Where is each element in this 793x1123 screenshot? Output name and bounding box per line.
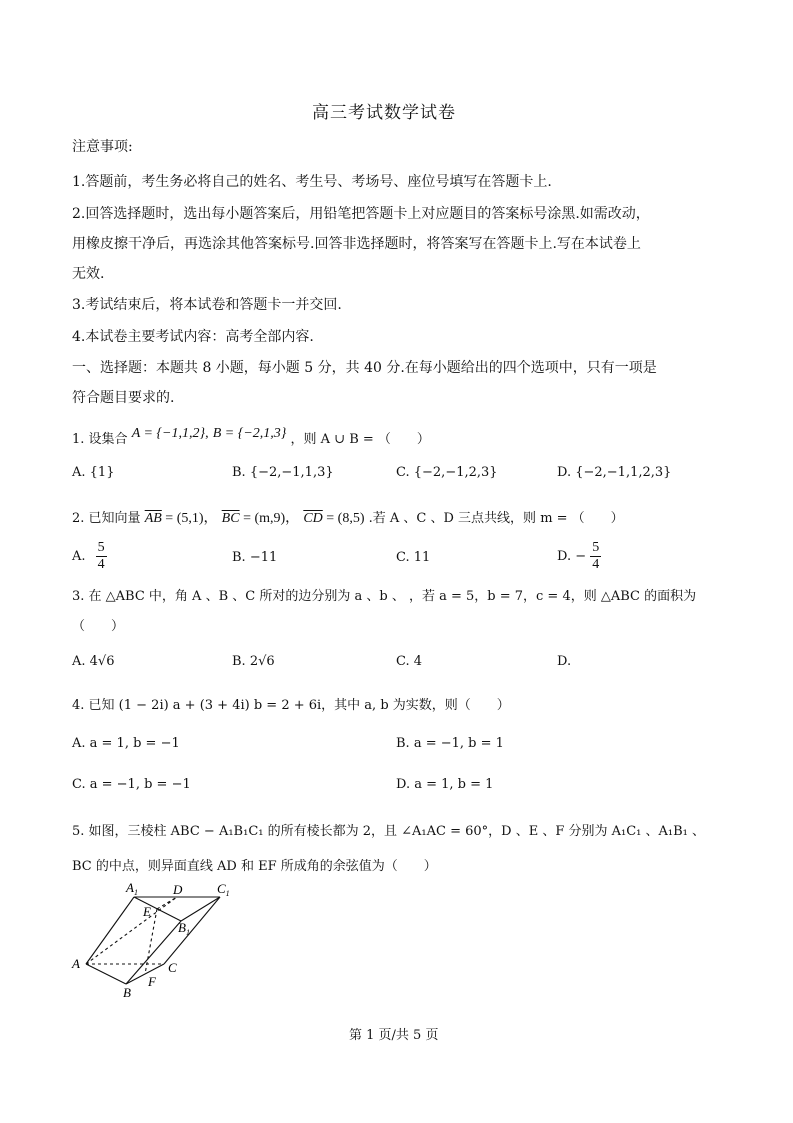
- vector-bc-value: = (m,9)，: [239, 511, 300, 526]
- label-a1: $A_1$: [126, 880, 138, 897]
- q3-option-a: A. 4√6: [72, 654, 115, 669]
- q4-option-d: D. a = 1, b = 1: [396, 777, 494, 792]
- q1-option-d: D. {−2,−1,1,2,3}: [557, 465, 672, 480]
- question-1: [72, 428, 430, 448]
- page-footer: 第 1 页/共 5 页: [349, 1028, 439, 1043]
- section-1-line-2: 符合题目要求的.: [72, 390, 175, 406]
- label-f: F: [148, 974, 156, 989]
- notice-item-4: 4.本试卷主要考试内容：高考全部内容.: [72, 329, 314, 345]
- edge-a-a1: [86, 897, 134, 964]
- label-c: C: [168, 960, 177, 975]
- notice-item-2-line-1: 2.回答选择题时，选出每小题答案后，用铅笔把答题卡上对应题目的答案标号涂黑.如需改动，: [72, 206, 650, 222]
- fraction: [96, 540, 107, 573]
- segment-ad: [86, 897, 177, 964]
- q4-option-c: C. a = −1, b = −1: [72, 777, 191, 792]
- question-5-line-1: 5. 如图，三棱柱 ABC − A₁B₁C₁ 的所有棱长都为 2，且 ∠A₁AC = 60°，D 、E 、F 分别为 A₁C₁ 、A₁B₁ 、: [72, 824, 706, 839]
- label-c1: $C_1$: [217, 881, 230, 898]
- set-b: B = {−2,1,3}: [212, 426, 287, 441]
- prism-figure: [66, 880, 246, 1000]
- q2-option-a-label: A.: [72, 549, 86, 564]
- fraction-numerator: 5: [592, 540, 600, 555]
- set-separator: ,: [205, 426, 209, 441]
- notice-item-2-line-2: 用橡皮擦干净后，再选涂其他答案标号.回答非选择题时，将答案写在答题卡上.写在本试卷上: [72, 236, 641, 252]
- segment-ed: [157, 897, 177, 909]
- question-3-line-2: （ ）: [72, 619, 125, 634]
- edge-b1-c1: [181, 897, 220, 921]
- q2-option-d-label: D. −: [557, 549, 587, 564]
- q4-option-a: A. a = 1, b = −1: [72, 736, 180, 751]
- q2-option-b: B. −11: [232, 550, 278, 565]
- q1-option-b: B. {−2,−1,1,3}: [232, 465, 334, 480]
- question-2-suffix: .若 A 、C 、D 三点共线，则 m = （ ）: [368, 511, 624, 526]
- q3-option-d: D.: [557, 654, 572, 669]
- question-2-prefix: 2. 已知向量: [72, 511, 141, 526]
- page-title: 高三考试数学试卷: [312, 103, 456, 123]
- q2-option-c: C. 11: [396, 550, 431, 565]
- vector-bc: $\overline{BC}$: [221, 511, 240, 526]
- question-5-line-2: BC 的中点，则异面直线 AD 和 EF 所成角的余弦值为（ ）: [72, 859, 437, 874]
- vector-ab-value: = (5,1)，: [161, 511, 218, 526]
- question-1-suffix: ，则 A ∪ B = （ ）: [290, 432, 430, 447]
- label-d: D: [173, 882, 183, 897]
- notice-item-2-line-3: 无效.: [72, 266, 105, 282]
- q4-option-b: B. a = −1, b = 1: [396, 736, 504, 751]
- q1-option-c: C. {−2,−1,2,3}: [396, 465, 498, 480]
- question-4: 4. 已知 (1 − 2i) a + (3 + 4i) b = 2 + 6i，其中 a, b 为实数，则（ ）: [72, 698, 510, 713]
- fraction-denominator: 4: [592, 557, 600, 572]
- vector-cd-value: = (8,5): [322, 511, 365, 526]
- question-1-prefix: 1. 设集合: [72, 432, 128, 447]
- notice-item-3: 3.考试结束后，将本试卷和答题卡一并交回.: [72, 297, 342, 313]
- q2-option-d: [557, 540, 601, 573]
- vector-ab: $\overline{AB}$: [144, 511, 162, 526]
- section-1-line-1: 一、选择题：本题共 8 小题，每小题 5 分，共 40 分.在每小题给出的四个选项中，只有一项是: [72, 360, 657, 376]
- fraction-numerator: 5: [97, 540, 105, 555]
- fraction-denominator: 4: [97, 557, 105, 572]
- label-b1: $B_1$: [178, 920, 190, 937]
- label-e: E: [143, 904, 151, 919]
- edge-a-b: [86, 964, 126, 984]
- question-2: [72, 507, 624, 527]
- notice-item-1: 1.答题前，考生务必将自己的姓名、考生号、考场号、座位号填写在答题卡上.: [72, 174, 552, 190]
- q2-option-a: [72, 540, 107, 573]
- label-b: B: [123, 985, 131, 1000]
- vector-cd: $\overline{CD}$: [303, 511, 323, 526]
- label-a: A: [72, 956, 80, 971]
- notice-heading: 注意事项:: [72, 139, 133, 155]
- q3-option-c: C. 4: [396, 654, 423, 669]
- set-a: A = {−1,1,2}: [131, 426, 206, 441]
- fraction: [590, 540, 601, 573]
- q1-option-a: A. {1}: [72, 465, 115, 480]
- question-3: 3. 在 △ABC 中，角 A 、B 、C 所对的边分别为 a 、b 、 ，若 a = 5，b = 7，c = 4，则 △ABC 的面积为: [72, 589, 697, 604]
- q3-option-b: B. 2√6: [232, 654, 275, 669]
